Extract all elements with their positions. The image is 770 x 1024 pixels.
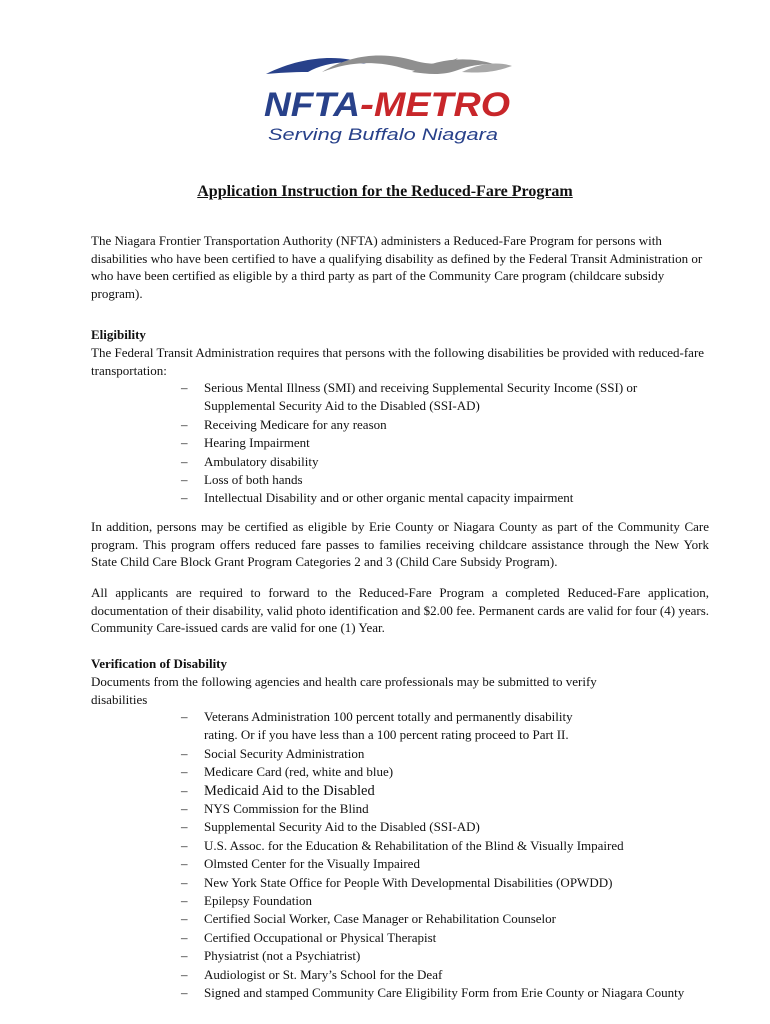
list-item: – Certified Occupational or Physical Therapist [181,929,437,945]
list-item: – Medicare Card (red, white and blue) [181,764,394,780]
verification-heading: Verification of Disability [91,656,228,671]
list-item: – Receiving Medicare for any reason [181,416,387,432]
list-item: – Veterans Administration 100 percent totally and permanently disability rating. Or if you have less than a 100 percent rating proceed to Part II. [181,709,573,743]
svg-text:Serving Buffalo Niagara: Serving Buffalo Niagara [268,125,498,144]
applicants-paragraph: All applicants are required to forward to the Reduced-Fare Program a completed Reduced-Fare application, documentation of their disability, valid photo identification and $2.00 fee. Permanent cards are valid for four (4) years. Community Care-issued cards are valid for one (1) Year. [91,585,709,636]
verification-list [181,708,701,1003]
intro-paragraph: The Niagara Frontier Transportation Authority (NFTA) administers a Reduced-Fare Program for persons with disabilities who have been certified to have a qualifying disability as defined by the Federal Transit Administration or who have been certified as eligible by a third party as part of the Community Care program (childcare subsidy program). [91,233,703,301]
list-item: – Audiologist or St. Mary’s School for the Deaf [181,966,443,982]
list-item: – Medicaid Aid to the Disabled [181,782,375,799]
list-item: – Signed and stamped Community Care Eligibility Form from Erie County or Niagara County [181,985,685,1001]
eligibility-list [181,379,701,508]
list-item: – Serious Mental Illness (SMI) and receiving Supplemental Security Income (SSI) or Supplemental Security Aid to the Disabled (SSI-AD) [181,380,638,414]
svg-text:METRO: METRO [374,86,510,124]
list-item: – U.S. Assoc. for the Education & Rehabilitation of the Blind & Visually Impaired [181,837,624,853]
list-item: – New York State Office for People With Developmental Disabilities (OPWDD) [181,874,613,890]
eligibility-text: The Federal Transit Administration requires that persons with the following disabilities be provided with reduced-fare transportation: [91,345,705,378]
list-item: – Hearing Impairment [181,435,310,451]
nfta-metro-logo [262,50,514,146]
list-item: – Loss of both hands [181,472,303,488]
list-item: – Physiatrist (not a Psychiatrist) [181,948,361,964]
community-care-paragraph: In addition, persons may be certified as eligible by Erie County or Niagara County as part of the Community Care program. This program offers reduced fare passes to families receiving childcare assistance through the New York State Child Care Block Grant Program Categories 2 and 3 (Child Care Subsidy Program). [91,519,709,570]
list-item: – NYS Commission for the Blind [181,801,369,817]
list-item: – Ambulatory disability [181,453,319,469]
svg-text:NFTA: NFTA [264,86,360,124]
list-item: – Olmsted Center for the Visually Impaired [181,856,420,872]
svg-text:-: - [360,86,374,124]
list-item: – Social Security Administration [181,745,365,761]
verification-text: Documents from the following agencies and health care professionals may be submitted to verify disabilities [91,674,597,707]
page-title: Application Instruction for the Reduced-Fare Program [197,183,573,200]
list-item: – Supplemental Security Aid to the Disabled (SSI-AD) [181,819,480,835]
list-item: – Intellectual Disability and or other organic mental capacity impairment [181,490,574,506]
list-item: – Epilepsy Foundation [181,893,312,909]
list-item: – Certified Social Worker, Case Manager or Rehabilitation Counselor [181,911,556,927]
eligibility-heading: Eligibility [91,327,146,342]
